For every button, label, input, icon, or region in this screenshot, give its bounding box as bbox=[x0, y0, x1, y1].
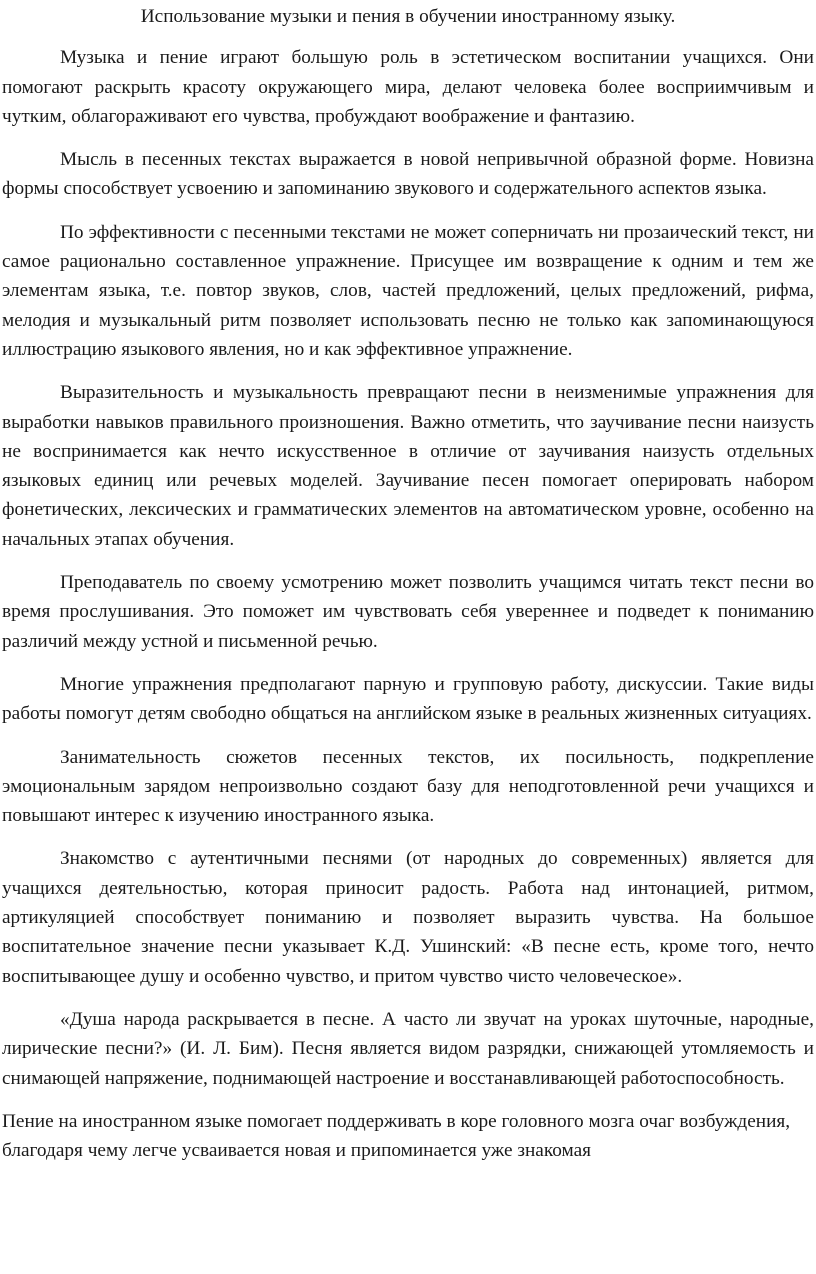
paragraph-10: Пение на иностранном языке помогает поддерживать в коре головного мозга очаг возбуждения, благодаря чему легче усваивается новая и припоминается уже знакомая bbox=[2, 1110, 791, 1162]
paragraph-1: Музыка и пение играют большую роль в эстетическом воспитании учащихся. Они помогают раскрыть красоту окружающего мира, делают человека более восприимчивым и чутким, облагораживают его чувства, пробуждают воображение и фантазию. bbox=[2, 47, 814, 127]
paragraph-9: «Душа народа раскрывается в песне. А часто ли звучат на уроках шуточные, народные, лирические песни?» (И. Л. Бим). Песня является видом разрядки, снижающей утомляемость и снимающей напряжение, поднимающей настроение и восстанавливающей работоспособность. bbox=[2, 1008, 814, 1089]
paragraph-2: Мысль в песенных текстах выражается в новой непривычной образной форме. Новизна формы способствует усвоению и запоминанию звукового и содержательного аспектов языка. bbox=[2, 149, 814, 200]
paragraph-6: Многие упражнения предполагают парную и групповую работу, дискуссии. Такие виды работы помогут детям свободно общаться на английском языке в реальных жизненных ситуациях. bbox=[2, 673, 814, 725]
paragraph-7: Занимательность сюжетов песенных текстов, их посильность, подкрепление эмоциональным зарядом непроизвольно создают базу для неподготовленной речи учащихся и повышают интерес к изучению иностранного языка. bbox=[2, 746, 814, 827]
paragraph-8: Знакомство с аутентичными песнями (от народных до современных) является для учащихся деятельностью, которая приносит радость. Работа над интонацией, ритмом, артикуляцией способствует пониманию и позволяет выразить чувства. На большое воспитательное значение песни указывает К.Д. Ушинский: «В песне есть, кроме того, нечто воспитывающее душу и особенно чувство, и притом чувство чисто человеческое». bbox=[2, 848, 814, 987]
paragraph-3: По эффективности с песенными текстами не может соперничать ни прозаический текст, ни самое рационально составленное упражнение. Присущее им возвращение к одним и тем же элементам языка, т.е. повтор звуков, слов, частей предложений, целых предложений, рифма, мелодия и музыкальный ритм позволяет использовать песню не только как запоминающуюся иллюстрацию языкового явления, но и как эффективное упражнение. bbox=[2, 221, 814, 360]
paragraph-4: Выразительность и музыкальность превращают песни в неизменимые упражнения для выработки навыков правильного произношения. Важно отметить, что заучивание песни наизусть не воспринимается как нечто искусственное в отличие от заучивания наизусть отдельных языковых единиц или речевых моделей. Заучивание песен помогает оперировать набором фонетических, лексических и грамматических элементов на автоматическом уровне, особенно на начальных этапах обучения. bbox=[2, 382, 814, 550]
document-title: Использование музыки и пения в обучении иностранному языку. bbox=[140, 6, 676, 27]
paragraph-5: Преподаватель по своему усмотрению может позволить учащимся читать текст песни во время прослушивания. Это поможет им чувствовать себя увереннее и подведет к пониманию различий между устной и письменной речью. bbox=[2, 572, 814, 652]
